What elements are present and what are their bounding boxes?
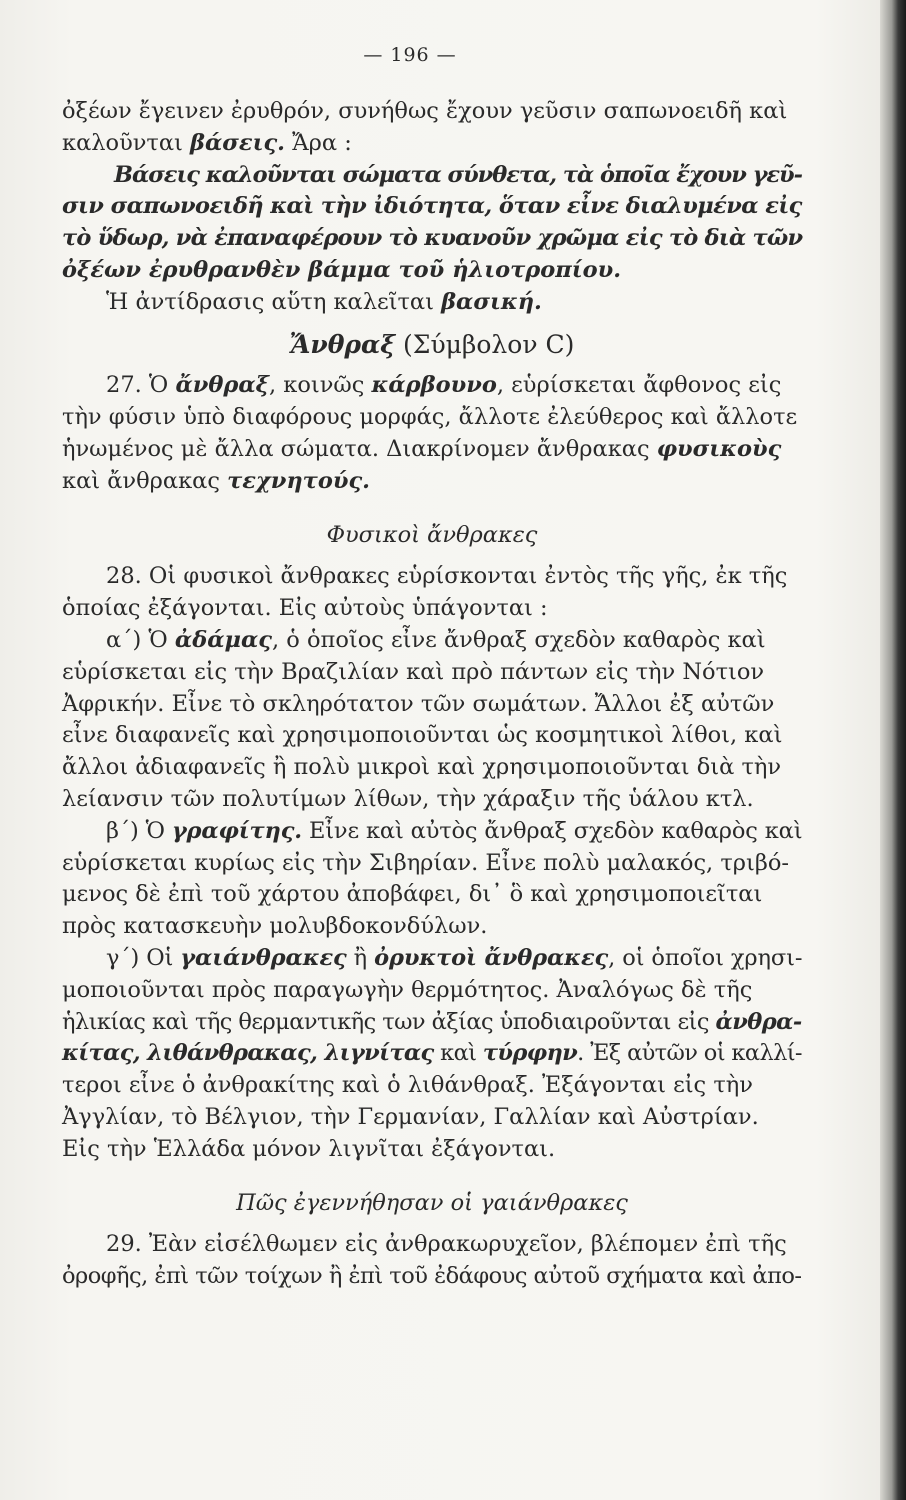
text-line: Εἰς τὴν Ἑλλάδα μόνον λιγνῖται ἐξάγονται. [62,1135,556,1162]
paragraph-27 [62,370,802,497]
text-line: τὴν φύσιν ὑπὸ διαφόρους μορφάς, ἄλλοτε ἐλεύθερος καὶ ἄλλοτε [62,404,798,431]
text-line: 27. Ὁ ἄνθραξ, κοινῶς κάρβουνο, εὑρίσκεται ἄφθονος εἰς [106,372,782,399]
paragraph-29 [62,1229,802,1293]
text-line: Ἀγγλίαν, τὸ Βέλγιον, τὴν Γερμανίαν, Γαλλίαν καὶ Αὐστρίαν. [62,1103,759,1130]
list-item-graphite: β΄) Ὁ γραφίτης. Εἶνε καὶ αὐτὸς ἄνθραξ σχεδὸν καθαρὸς καὶ [106,817,803,844]
list-item-coal: γ΄) Οἱ γαιάνθρακες ἢ ὀρυκτοὶ ἄνθρακες, οἱ ὁποῖοι χρησι- [106,944,803,971]
page-text [62,96,802,1293]
text-line: ἄλλοι ἀδιαφανεῖς ἢ πολὺ μικροὶ καὶ χρησιμοποιοῦνται διὰ τὴν [62,754,782,781]
text-line: Ἡ ἀντίδρασις αὕτη καλεῖται βασική. [106,288,542,315]
page-binding-edge [880,0,906,1500]
paragraph-acids-bases [62,96,802,319]
paragraph-28 [62,561,802,1165]
text-line: 29. Ἐὰν εἰσέλθωμεν εἰς ἀνθρακωρυχεῖον, βλέπομεν ἐπὶ τῆς [106,1231,787,1258]
definition-line: ὀξέων ἐρυθρανθὲν βάμμα τοῦ ἡλιοτροπίου. [62,256,622,283]
section-heading-coal-origin: Πῶς ἐγεννήθησαν οἱ γαιάνθρακες [236,1189,628,1216]
text-line: καλοῦνται βάσεις. Ἄρα : [62,129,352,156]
text-line: Ἀφρικήν. Εἶνε τὸ σκληρότατον τῶν σωμάτων. Ἄλλοι ἐξ αὐτῶν [62,690,775,717]
text-line: 28. Οἱ φυσικοὶ ἄνθρακες εὑρίσκονται ἐντὸς τῆς γῆς, ἐκ τῆς [106,563,788,590]
text-line: καὶ ἄνθρακας τεχνητούς. [62,467,370,494]
page-number: — 196 — [363,44,457,66]
text-line: μενος δὲ ἐπὶ τοῦ χάρτου ἀποβάφει, δι᾽ ὃ καὶ χρησιμοποιεῖται [62,881,763,908]
text-line: ὀξέων ἔγεινεν ἐρυθρόν, συνήθως ἔχουν γεῦσιν σαπωνοειδῆ καὶ [62,98,788,124]
text-line: μοποιοῦνται πρὸς παραγωγὴν θερμότητος. Ἀναλόγως δὲ τῆς [62,976,753,1003]
text-line: πρὸς κατασκευὴν μολυβδοκονδύλων. [62,913,488,940]
list-item-diamond: α΄) Ὁ ἀδάμας, ὁ ὁποῖος εἶνε ἄνθραξ σχεδὸν καθαρὸς καὶ [106,626,766,653]
text-line: εἶνε διαφανεῖς καὶ χρησιμοποιοῦνται ὡς κοσμητικοὶ λίθοι, καὶ [62,722,783,749]
text-line: ὁποίας ἐξάγονται. Εἰς αὐτοὺς ὑπάγονται : [62,595,548,622]
text-line: τεροι εἶνε ὁ ἀνθρακίτης καὶ ὁ λιθάνθραξ. Ἐξάγονται εἰς τὴν [62,1072,753,1099]
text-line: ἡλικίας καὶ τῆς θερμαντικῆς των ἀξίας ὑποδιαιροῦνται εἰς ἀνθρα- [62,1008,802,1035]
definition-line: σιν σαπωνοειδῆ καὶ τὴν ἰδιότητα, ὅταν εἶνε διαλυμένα εἰς [62,193,802,220]
text-line: κίτας, λιθάνθρακας, λιγνίτας καὶ τύρφην. Ἐξ αὐτῶν οἱ καλλί- [62,1040,802,1067]
term-basiki: βασική. [441,288,542,315]
text-line: λείανσιν τῶν πολυτίμων λίθων, τὴν χάραξιν τῆς ὑάλου κτλ. [62,785,754,812]
section-heading-carbon: Ἄνθραξ (Σύμβολον C) [289,329,575,359]
text-line: εὑρίσκεται κυρίως εἰς τὴν Σιβηρίαν. Εἶνε πολὺ μαλακός, τριβό- [62,849,789,876]
definition-line: τὸ ὕδωρ, νὰ ἐπαναφέρουν τὸ κυανοῦν χρῶμα εἰς τὸ διὰ τῶν [62,225,803,252]
definition-line: Βάσεις καλοῦνται σώματα σύνθετα, τὰ ὁποῖα ἔχουν γεῦ- [114,161,802,188]
section-heading-natural-coal: Φυσικοὶ ἄνθρακες [326,521,538,548]
text-line: ἡνωμένος μὲ ἄλλα σώματα. Διακρίνομεν ἄνθρακας φυσικοὺς [62,435,782,462]
text-line: ὀροφῆς, ἐπὶ τῶν τοίχων ἢ ἐπὶ τοῦ ἐδάφους αὐτοῦ σχήματα καὶ ἀπο- [62,1263,802,1290]
text-line: εὑρίσκεται εἰς τὴν Βραζιλίαν καὶ πρὸ πάντων εἰς τὴν Νότιον [62,658,765,685]
term-baseis: βάσεις. [190,129,285,156]
